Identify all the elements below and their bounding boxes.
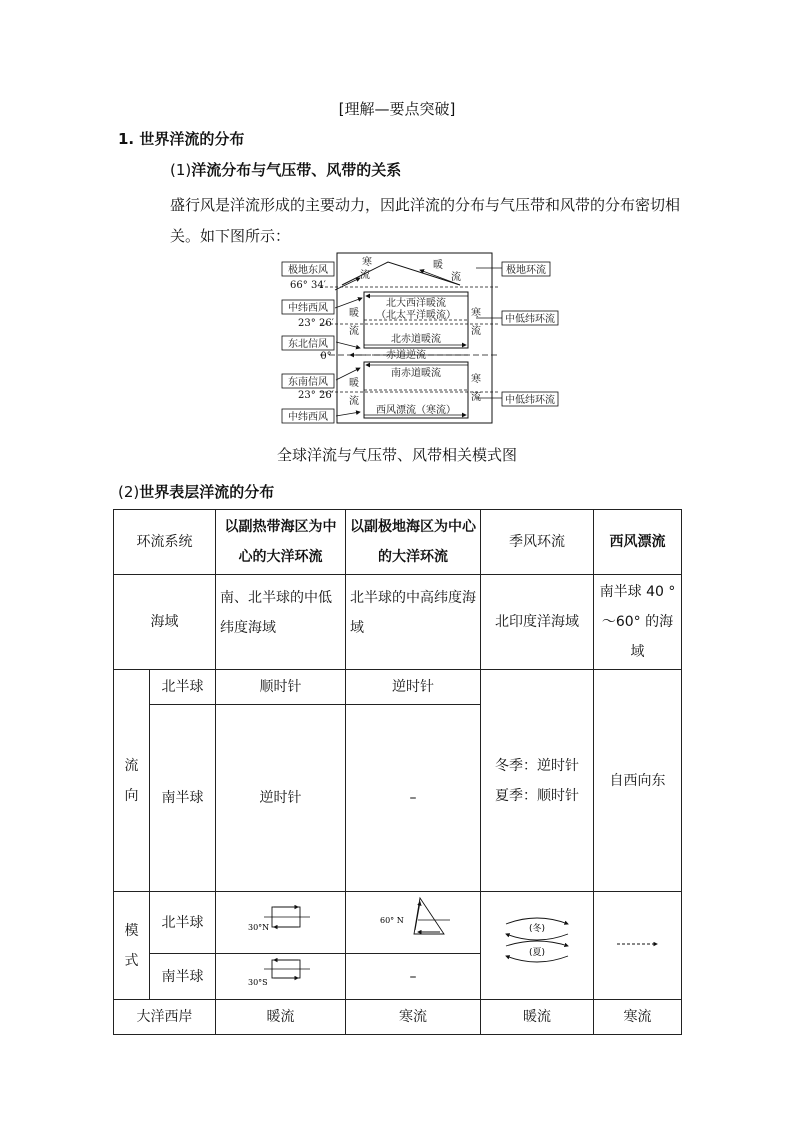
summer-label: (夏) bbox=[528, 948, 546, 958]
model-nh-subpolar bbox=[346, 892, 481, 954]
west-subtropical: 暖流 bbox=[216, 1000, 346, 1035]
area-subpolar: 北半球的中高纬度海域 bbox=[346, 575, 481, 670]
subheading-text: 世界表层洋流的分布 bbox=[139, 483, 275, 501]
model-nh-subtropical bbox=[216, 892, 346, 954]
polar-cold: 寒 bbox=[362, 257, 372, 268]
subheading-number: (2) bbox=[118, 483, 140, 501]
west-drift: 西风漂流（寒流） bbox=[376, 405, 456, 416]
label-mid-low-cell-s: 中低纬环流 bbox=[505, 395, 555, 406]
label-westerlies-south: 中纬西风 bbox=[288, 412, 328, 423]
dir-sh-subtropical: 逆时针 bbox=[216, 705, 346, 892]
lat-23n: 23° 26′ bbox=[298, 318, 334, 329]
label-se-trades: 东南信风 bbox=[288, 377, 328, 388]
row-model-label bbox=[114, 892, 150, 1000]
ocean-current-diagram bbox=[280, 250, 560, 430]
polar-warm-flow: 流 bbox=[451, 272, 461, 283]
header-westwind: 西风漂流 bbox=[594, 510, 682, 575]
ccw-polar-diagram bbox=[368, 894, 458, 940]
west-monsoon: 暖流 bbox=[481, 1000, 594, 1035]
header-subtropical: 以副热带海区为中心的大洋环流 bbox=[216, 510, 346, 575]
model-monsoon bbox=[481, 892, 594, 1000]
dir-nh-subtropical: 顺时针 bbox=[216, 670, 346, 705]
ccw-gyre-diagram bbox=[246, 956, 316, 986]
lat-30n: 30°N bbox=[247, 923, 269, 932]
header-subpolar: 以副极地海区为中心的大洋环流 bbox=[346, 510, 481, 575]
row-west-coast-label: 大洋西岸 bbox=[114, 1000, 216, 1035]
label-polar-easterlies: 极地东风 bbox=[288, 265, 328, 276]
subheading-text: 洋流分布与气压带、风带的关系 bbox=[191, 161, 402, 179]
area-westwind: 南半球 40 °～60° 的海域 bbox=[594, 575, 682, 670]
lat-66: 66° 34′ bbox=[290, 280, 326, 291]
row-direction-label bbox=[114, 670, 150, 892]
model-sh-label: 南半球 bbox=[150, 954, 216, 1000]
south-eq: 南赤道暖流 bbox=[391, 368, 441, 379]
header-system: 环流系统 bbox=[114, 510, 216, 575]
na-drift: 北大西洋暖流 bbox=[386, 298, 446, 309]
model-sh-subtropical bbox=[216, 954, 346, 1000]
north-eq: 北赤道暖流 bbox=[391, 334, 441, 345]
label-ne-trades: 东北信风 bbox=[288, 339, 328, 350]
area-subtropical: 南、北半球的中低纬度海域 bbox=[216, 575, 346, 670]
label-westerlies-north: 中纬西风 bbox=[288, 303, 328, 314]
cw-gyre-diagram bbox=[246, 899, 316, 935]
lat-0: 0° bbox=[320, 351, 332, 362]
lat-60n: 60° N bbox=[380, 916, 404, 925]
lat-23s: 23° 26′ bbox=[298, 390, 334, 401]
subheading-surface-currents bbox=[118, 481, 274, 502]
winter-label: (冬) bbox=[528, 924, 546, 934]
s-warm-flow: 流 bbox=[349, 396, 359, 407]
section-header: [理解—要点突破] bbox=[338, 100, 456, 118]
dir-monsoon: 冬季：逆时针 夏季：顺时针 bbox=[481, 670, 594, 892]
lat-30s: 30°S bbox=[247, 978, 268, 986]
model-nh-label: 北半球 bbox=[150, 892, 216, 954]
s-warm: 暖 bbox=[349, 378, 359, 389]
dir-sh-subpolar: – bbox=[346, 705, 481, 892]
model-sh-subpolar: – bbox=[346, 954, 481, 1000]
dir-nh-label: 北半球 bbox=[150, 670, 216, 705]
polar-cold-flow: 流 bbox=[360, 270, 370, 281]
polar-warm: 暖 bbox=[433, 260, 443, 271]
subheading-relationship bbox=[170, 159, 401, 180]
heading-ocean-distribution: 1. 世界洋流的分布 bbox=[118, 130, 245, 148]
n-cold: 寒 bbox=[471, 308, 481, 319]
np-drift: （北太平洋暖流） bbox=[376, 310, 456, 321]
n-warm-flow: 流 bbox=[349, 326, 359, 337]
dir-sh-label: 南半球 bbox=[150, 705, 216, 892]
area-monsoon: 北印度洋海域 bbox=[481, 575, 594, 670]
direction-label-text: 流向 bbox=[124, 757, 139, 804]
eq-counter: 赤道逆流 bbox=[386, 350, 426, 361]
intro-paragraph: 盛行风是洋流形成的主要动力，因此洋流的分布与气压带和风带的分布密切相关。如下图所示： bbox=[170, 196, 681, 245]
monsoon-diagram bbox=[492, 910, 582, 970]
s-cold-flow: 流 bbox=[471, 392, 481, 403]
model-westwind bbox=[594, 892, 682, 1000]
dir-nh-subpolar: 逆时针 bbox=[346, 670, 481, 705]
model-label-text: 模式 bbox=[124, 922, 139, 969]
s-cold: 寒 bbox=[471, 374, 481, 385]
subheading-number: (1) bbox=[170, 161, 192, 179]
westwind-arrow-icon bbox=[613, 938, 663, 950]
west-subpolar: 寒流 bbox=[346, 1000, 481, 1035]
diagram-caption: 全球洋流与气压带、风带相关模式图 bbox=[276, 446, 517, 464]
row-area-label: 海域 bbox=[114, 575, 216, 670]
west-westwind: 寒流 bbox=[594, 1000, 682, 1035]
header-monsoon: 季风环流 bbox=[481, 510, 594, 575]
n-warm: 暖 bbox=[349, 308, 359, 319]
ocean-current-table bbox=[113, 509, 682, 1035]
label-polar-cell: 极地环流 bbox=[506, 265, 546, 276]
dir-westwind: 自西向东 bbox=[594, 670, 682, 892]
label-mid-low-cell-n: 中低纬环流 bbox=[505, 314, 555, 325]
n-cold-flow: 流 bbox=[471, 326, 481, 337]
